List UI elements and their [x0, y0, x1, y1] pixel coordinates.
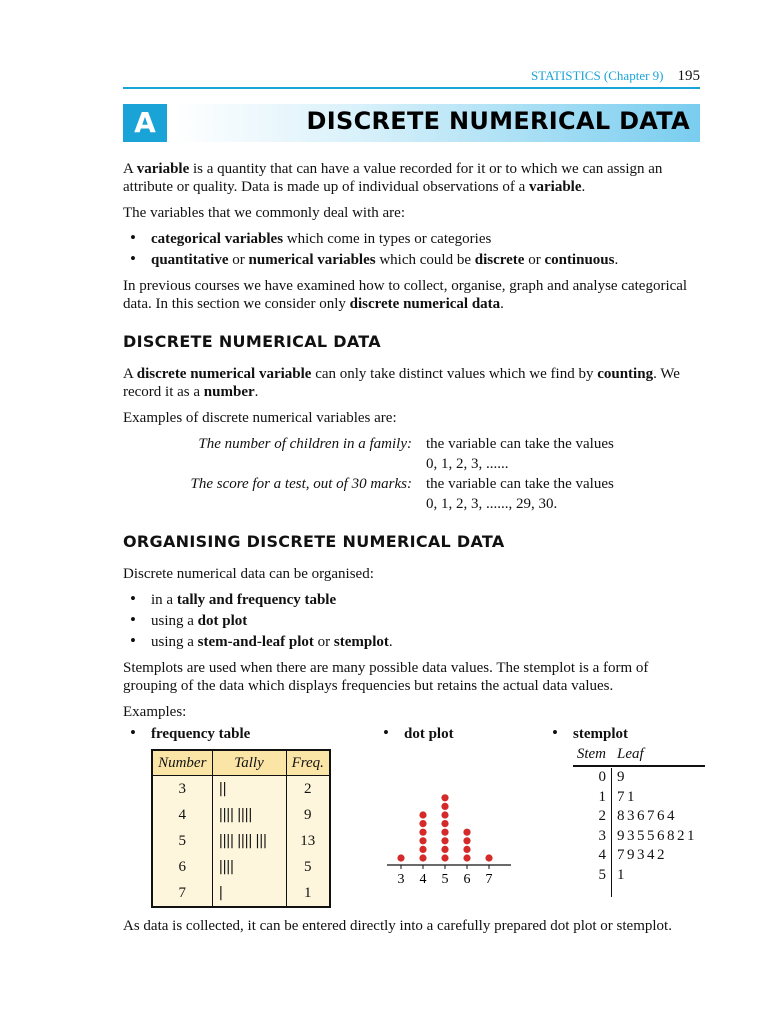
tick-label: 4 — [419, 872, 427, 887]
tick-label: 3 — [397, 872, 405, 887]
dot-plot-dot — [441, 837, 448, 844]
stemplot-label: • stemplot — [573, 725, 628, 743]
table-row: 6 |||| 5 — [152, 854, 330, 880]
examples-figures — [123, 725, 703, 905]
dot-plot-dot — [419, 829, 426, 836]
header-rule — [123, 87, 700, 89]
dot-plot-dot — [441, 854, 448, 861]
main-content — [123, 160, 703, 943]
table-row: 3 || 2 — [152, 776, 330, 803]
dot-plot-dot — [441, 803, 448, 810]
banner-title: DISCRETE NUMERICAL DATA — [306, 107, 690, 135]
dot-plot-dot — [419, 854, 426, 861]
stem-row: 3 93556821 — [598, 827, 697, 844]
intro-paragraph-1: A variable is a quantity that can have a value recorded for it or to which we can assign an attribute or quality. Data is made up of individual observations of a variable. — [123, 161, 663, 195]
stem-row: 1 71 — [598, 788, 637, 805]
banner-title-box — [173, 104, 700, 142]
dot-plot-dot — [419, 820, 426, 827]
dot-plot-dot — [463, 854, 470, 861]
dot-plot-dot — [485, 854, 492, 861]
tick-label: 5 — [441, 872, 449, 887]
leaf-header: Leaf — [617, 746, 644, 762]
dot-plot — [387, 765, 519, 889]
stem-row: 0 9 — [598, 769, 627, 785]
table-row: 5 |||| |||| ||| 13 — [152, 828, 330, 854]
dot-plot-dot — [441, 811, 448, 818]
example-1-label: The number of children in a family: — [198, 436, 412, 452]
examples-label: Examples: — [123, 704, 187, 720]
stem-row: 4 79342 — [598, 847, 667, 863]
stemplot-explanation: Stemplots are used when there are many possible data values. The stemplot is a form of grouping of the data which displays frequencies but retains the actual data values. — [123, 660, 649, 694]
closing-paragraph: As data is collected, it can be entered directly into a carefully prepared dot plot or stemplot. — [123, 918, 672, 934]
stem-divider — [611, 768, 612, 897]
table-row: 4 |||| |||| 9 — [152, 802, 330, 828]
dot-plot-dot — [441, 820, 448, 827]
discrete-definition: A discrete numerical variable can only take distinct values which we find by counting. We record it as a number. — [123, 366, 680, 400]
stem-row: 2 836764 — [598, 808, 677, 824]
organise-methods-list — [123, 591, 703, 651]
list-item: • categorical variables which come in types or categories — [123, 230, 703, 248]
col-header-number: Number — [152, 750, 212, 776]
list-item: • using a dot plot — [123, 612, 703, 630]
list-item: • using a stem-and-leaf plot or stemplot. — [123, 633, 703, 651]
dot-plot-dot — [419, 837, 426, 844]
col-header-freq: Freq. — [286, 750, 330, 776]
variable-types-list — [123, 230, 703, 269]
section-letter: A — [123, 104, 167, 142]
section-heading-organising: ORGANISING DISCRETE NUMERICAL DATA — [123, 532, 505, 551]
example-1-values: 0, 1, 2, 3, ...... — [426, 456, 509, 472]
dot-plot-dot — [419, 846, 426, 853]
dot-plot-label: • dot plot — [404, 725, 454, 743]
stem-header-rule — [573, 765, 705, 767]
list-item: • in a tally and frequency table — [123, 591, 703, 609]
dot-plot-dot — [463, 846, 470, 853]
intro-paragraph-3: In previous courses we have examined how to collect, organise, graph and analyse categorical data. In this section we consider only discrete numerical data. — [123, 278, 688, 312]
examples-intro: Examples of discrete numerical variables are: — [123, 410, 397, 426]
stem-row: 5 1 — [598, 866, 627, 883]
stem-header: Stem — [576, 746, 606, 762]
dot-plot-dot — [441, 794, 448, 801]
page-number: 195 — [677, 68, 700, 84]
dot-plot-dot — [441, 829, 448, 836]
examples-block — [123, 435, 703, 513]
example-2-label: The score for a test, out of 30 marks: — [190, 476, 412, 492]
dot-plot-dot — [463, 829, 470, 836]
intro-paragraph-2: The variables that we commonly deal with are: — [123, 205, 405, 221]
dot-plot-dot — [419, 811, 426, 818]
dot-plot-dot — [441, 846, 448, 853]
example-2-values: 0, 1, 2, 3, ......, 29, 30. — [426, 496, 558, 512]
section-heading-discrete: DISCRETE NUMERICAL DATA — [123, 332, 381, 351]
list-item: • quantitative or numerical variables which could be discrete or continuous. — [123, 251, 703, 269]
example-2-desc: the variable can take the values — [426, 476, 614, 492]
stemplot-table — [573, 745, 705, 885]
section-banner — [123, 104, 700, 142]
organise-intro: Discrete numerical data can be organised: — [123, 566, 374, 582]
tick-label: 6 — [463, 872, 471, 887]
table-row: 7 | 1 — [152, 880, 330, 907]
chapter-label: STATISTICS (Chapter 9) — [530, 68, 664, 83]
tick-label: 7 — [485, 872, 493, 887]
frequency-table-label: • frequency table — [151, 725, 250, 743]
dot-plot-dot — [397, 854, 404, 861]
frequency-table — [151, 749, 331, 908]
example-1-desc: the variable can take the values — [426, 436, 614, 452]
col-header-tally: Tally — [212, 750, 286, 776]
dot-plot-dot — [463, 837, 470, 844]
running-head — [123, 68, 700, 86]
